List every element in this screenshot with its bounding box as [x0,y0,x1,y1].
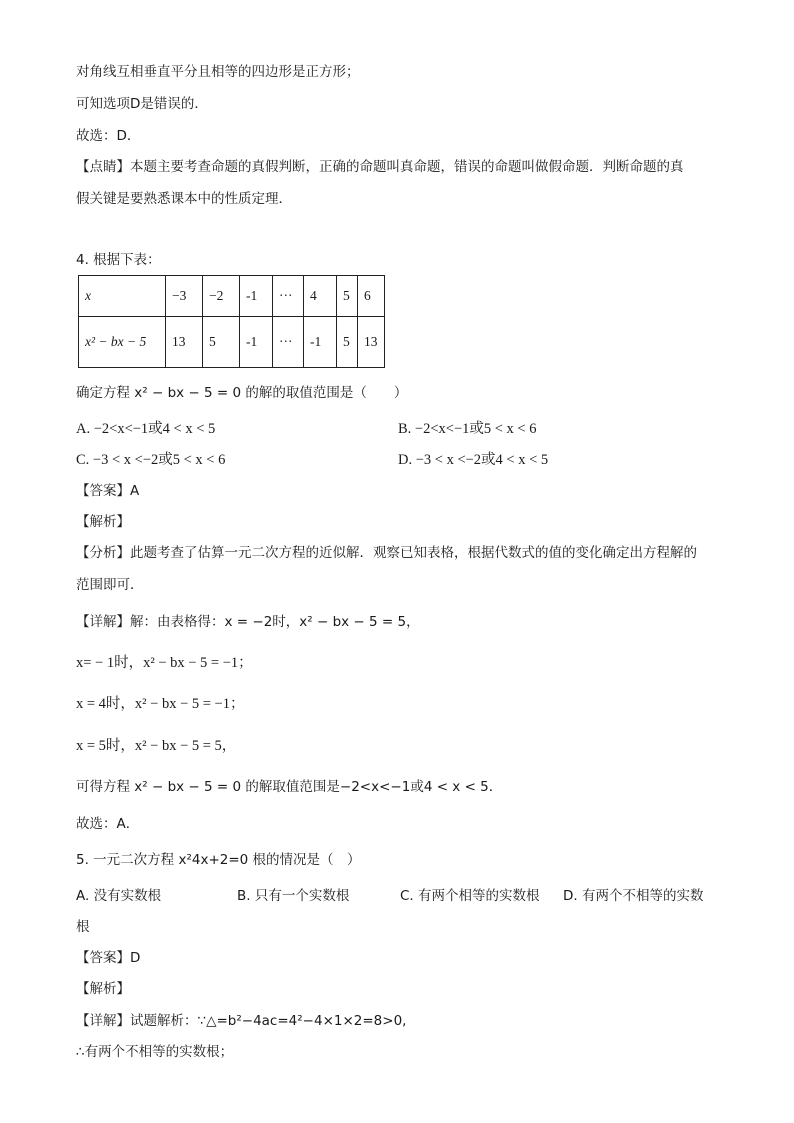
table-cell: ··· [273,276,304,317]
table-cell: -1 [240,317,273,368]
table-cell: 4 [304,276,337,317]
table-cell: −3 [166,276,203,317]
table-cell: 5 [337,317,358,368]
question-5-stem: 5. 一元二次方程 x²4x+2=0 根的情况是（ ） [76,852,361,868]
table-cell: 13 [166,317,203,368]
detail-line: x= − 1时，x² − bx − 5 = −1； [76,655,253,671]
option-d-wrap: 根 [76,919,90,935]
detail-line: x = 5时，x² − bx − 5 = 5， [76,738,237,754]
option-d: D. −3 < x <−2或4 < x < 5 [398,452,549,468]
answer-label: 【答案】D [76,950,141,966]
table-cell: x [79,276,166,317]
option-c: C. −3 < x <−2或5 < x < 6 [76,452,226,468]
text-line: 故选：D． [76,128,141,144]
detail-line: 【详解】试题解析：∵△=b²−4ac=4²−4×1×2=8>0, [76,1013,407,1029]
table-row [79,317,385,368]
comment-line: 假关键是要熟悉课本中的性质定理． [76,191,292,207]
table-cell: x² − bx − 5 [79,317,166,368]
comment-line: 【点睛】本题主要考查命题的真假判断，正确的命题叫真命题，错误的命题叫做假命题．判断命题的真 [76,159,684,175]
detail-line: 【详解】解：由表格得：x = −2时，x² − bx − 5 = 5， [76,614,420,630]
choose-line: 故选：A． [76,816,140,832]
table-cell: 6 [358,276,385,317]
text-line: 可知选项D是错误的． [76,96,208,112]
answer-label: 【答案】A [76,483,140,499]
table-cell: 5 [203,317,240,368]
analysis-line: 范围即可． [76,577,144,593]
analysis-heading: 【解析】 [76,514,130,530]
option-c: C. 有两个相等的实数根 [400,888,540,904]
detail-line: x = 4时，x² − bx − 5 = −1； [76,696,245,712]
table-row [79,276,385,317]
option-a: A. 没有实数根 [76,888,162,904]
conclusion-line: 可得方程 x² − bx − 5 = 0 的解取值范围是−2<x<−1或4 < x < 5． [76,779,503,795]
option-b: B. −2<x<−1或5 < x < 6 [398,421,537,437]
analysis-line: 【分析】此题考查了估算一元二次方程的近似解．观察已知表格，根据代数式的值的变化确定出方程解的 [76,545,697,561]
conclusion-line: ∴有两个不相等的实数根； [76,1044,234,1060]
text-line: 对角线互相垂直平分且相等的四边形是正方形； [76,64,360,80]
value-table [78,275,385,368]
table-cell: 13 [358,317,385,368]
table-cell: 5 [337,276,358,317]
question-4-stem: 4. 根据下表： [76,252,161,268]
table-cell: -1 [240,276,273,317]
table-cell: ··· [273,317,304,368]
option-b: B. 只有一个实数根 [237,888,350,904]
analysis-heading: 【解析】 [76,981,130,997]
table-cell: −2 [203,276,240,317]
question-4-prompt: 确定方程 x² − bx − 5 = 0 的解的取值范围是（ ） [76,385,408,401]
option-a: A. −2<x<−1或4 < x < 5 [76,421,216,437]
table-cell: -1 [304,317,337,368]
option-d: D. 有两个不相等的实数 [563,888,704,904]
